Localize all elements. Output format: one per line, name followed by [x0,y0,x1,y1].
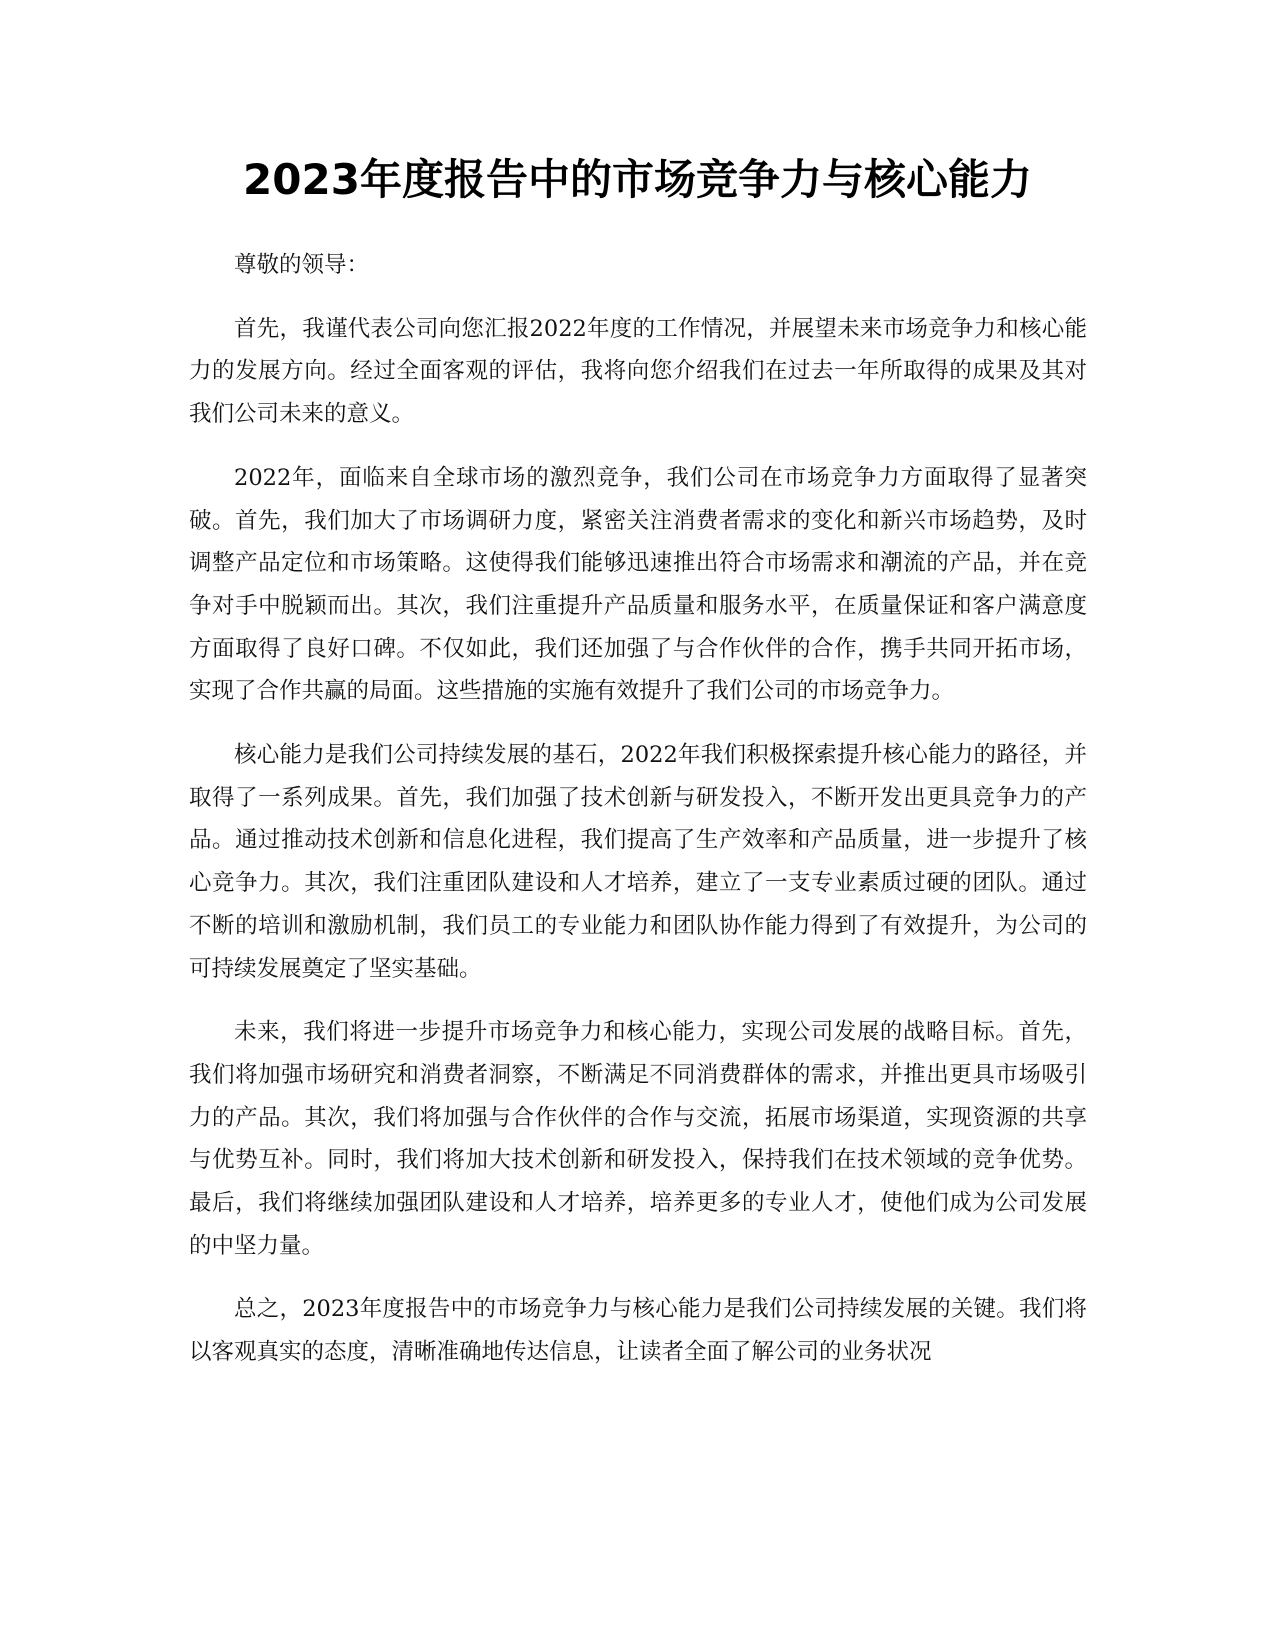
salutation: 尊敬的领导： [234,252,370,278]
paragraph-future-plans: 未来，我们将进一步提升市场竞争力和核心能力，实现公司发展的战略目标。首先，我们将加强市场研究和消费者洞察，不断满足不同消费群体的需求，并推出更具市场吸引力的产品。其次，我们将加强与合作伙伴的合作与交流，拓展市场渠道，实现资源的共享与优势互补。同时，我们将加大技术创新和研发投入，保持我们在技术领域的竞争优势。最后，我们将继续加强团队建设和人才培养，培养更多的专业人才，使他们成为公司发展的中坚力量。 [189,1019,1087,1259]
document-title: 2023年度报告中的市场竞争力与核心能力 [243,155,1032,204]
document-body [189,244,1087,1395]
paragraph-market-competitiveness: 2022年，面临来自全球市场的激烈竞争，我们公司在市场竞争力方面取得了显著突破。首先，我们加大了市场调研力度，紧密关注消费者需求的变化和新兴市场趋势，及时调整产品定位和市场策略。这使得我们能够迅速推出符合市场需求和潮流的产品，并在竞争对手中脱颖而出。其次，我们注重提升产品质量和服务水平，在质量保证和客户满意度方面取得了良好口碑。不仅如此，我们还加强了与合作伙伴的合作，携手共同开拓市场，实现了合作共赢的局面。这些措施的实施有效提升了我们公司的市场竞争力。 [189,464,1087,705]
paragraph-conclusion: 总之，2023年度报告中的市场竞争力与核心能力是我们公司持续发展的关键。我们将以客观真实的态度，清晰准确地传达信息，让读者全面了解公司的业务状况 [189,1296,1087,1366]
paragraph-core-capability: 核心能力是我们公司持续发展的基石，2022年我们积极探索提升核心能力的路径，并取得了一系列成果。首先，我们加强了技术创新与研发投入，不断开发出更具竞争力的产品。通过推动技术创新和信息化进程，我们提高了生产效率和产品质量，进一步提升了核心竞争力。其次，我们注重团队建设和人才培养，建立了一支专业素质过硬的团队。通过不断的培训和激励机制，我们员工的专业能力和团队协作能力得到了有效提升，为公司的可持续发展奠定了坚实基础。 [189,742,1087,982]
paragraph-intro: 首先，我谨代表公司向您汇报2022年度的工作情况，并展望未来市场竞争力和核心能力的发展方向。经过全面客观的评估，我将向您介绍我们在过去一年所取得的成果及其对我们公司未来的意义。 [189,315,1087,428]
